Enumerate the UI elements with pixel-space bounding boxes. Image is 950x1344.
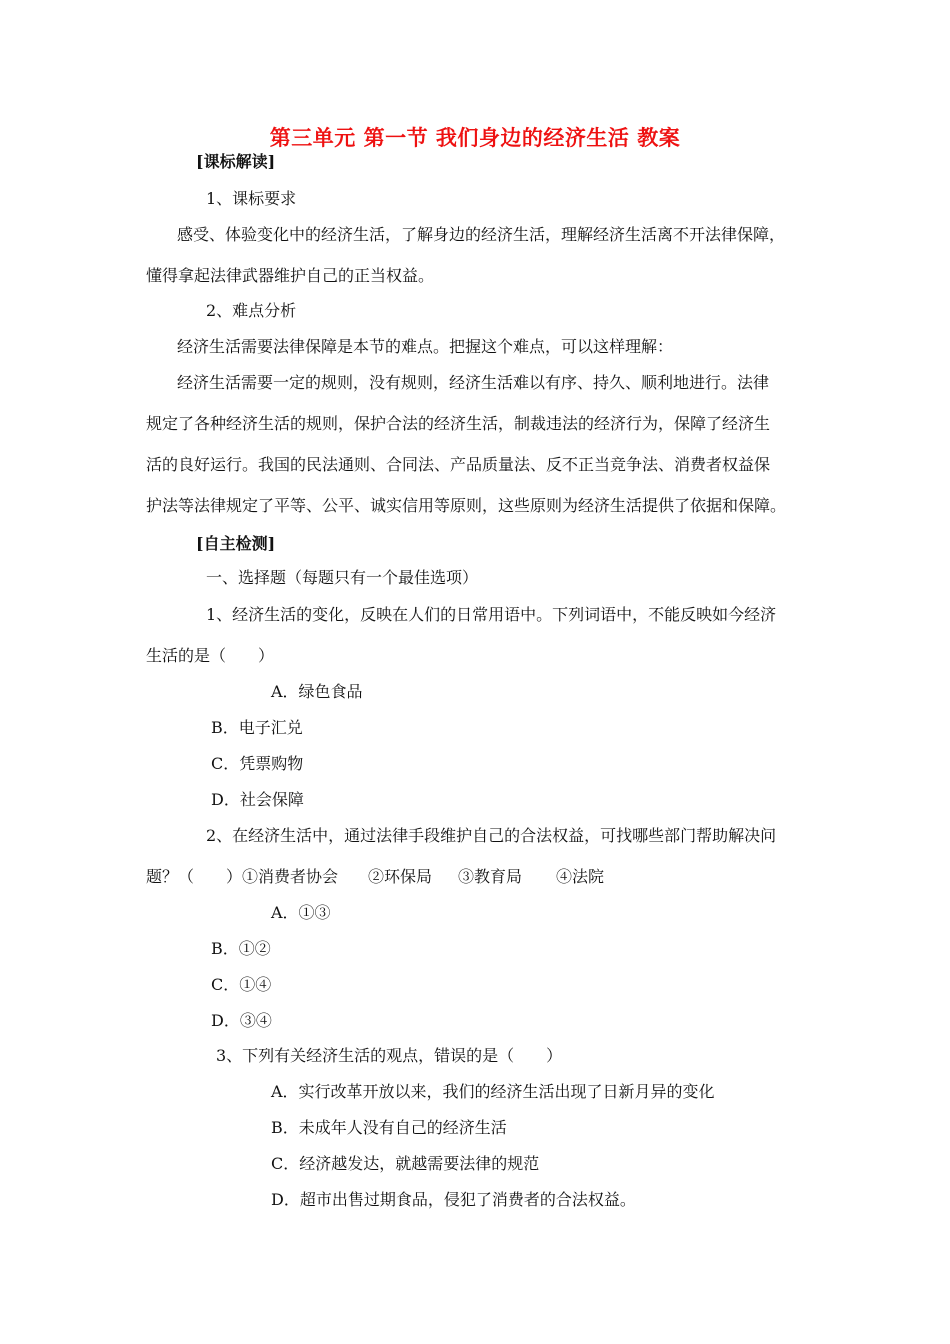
question-2-choice-3: ③教育局 bbox=[458, 867, 523, 886]
question-3-line: 3、下列有关经济生活的观点，错误的是（ ） bbox=[216, 1046, 563, 1065]
question-2-option-a: A．①③ bbox=[271, 903, 331, 922]
question-2-choice-4: ④法院 bbox=[556, 867, 605, 886]
page-title: 第三单元 第一节 我们身边的经济生活 教案 bbox=[269, 125, 681, 150]
question-3-option-c: C．经济越发达，就越需要法律的规范 bbox=[271, 1154, 540, 1173]
subheading-difficulty: 2、难点分析 bbox=[206, 301, 297, 320]
section-heading-self-check: [自主检测] bbox=[196, 534, 276, 553]
question-1-option-c: C．凭票购物 bbox=[211, 754, 304, 773]
question-2-line: 2、在经济生活中，通过法律手段维护自己的合法权益，可找哪些部门帮助解决问 bbox=[206, 826, 777, 845]
question-3-option-a: A．实行改革开放以来，我们的经济生活出现了日新月异的变化 bbox=[271, 1082, 715, 1101]
question-2-option-d: D．③④ bbox=[211, 1011, 272, 1030]
paragraph-line: 懂得拿起法律武器维护自己的正当权益。 bbox=[146, 266, 435, 285]
question-2-prefix: 题？（ ）①消费者协会 bbox=[146, 867, 339, 886]
paragraph-line: 规定了各种经济生活的规则，保护合法的经济生活，制裁违法的经济行为，保障了经济生 bbox=[146, 414, 771, 433]
section-heading-curriculum: [课标解读] bbox=[196, 152, 276, 171]
question-2-option-b: B．①② bbox=[211, 939, 271, 958]
paragraph-line: 经济生活需要一定的规则，没有规则，经济生活难以有序、持久、顺利地进行。法律 bbox=[177, 373, 770, 392]
question-2-option-c: C．①④ bbox=[211, 975, 272, 994]
question-3-option-b: B．未成年人没有自己的经济生活 bbox=[271, 1118, 507, 1137]
paragraph-line: 护法等法律规定了平等、公平、诚实信用等原则，这些原则为经济生活提供了依据和保障。 bbox=[146, 496, 787, 515]
paragraph-line: 感受、体验变化中的经济生活，了解身边的经济生活，理解经济生活离不开法律保障， bbox=[177, 225, 786, 244]
question-3-option-d: D．超市出售过期食品，侵犯了消费者的合法权益。 bbox=[271, 1190, 636, 1209]
paragraph-line: 活的良好运行。我国的民法通则、合同法、产品质量法、反不正当竞争法、消费者权益保 bbox=[146, 455, 771, 474]
question-1-line: 1、经济生活的变化，反映在人们的日常用语中。下列词语中，不能反映如今经济 bbox=[206, 605, 777, 624]
subheading-requirements: 1、课标要求 bbox=[206, 189, 297, 208]
part-heading-choice: 一、选择题（每题只有一个最佳选项） bbox=[206, 568, 479, 587]
question-2-choice-2: ②环保局 bbox=[368, 867, 433, 886]
question-1-option-a: A．绿色食品 bbox=[271, 682, 363, 701]
question-1-option-d: D．社会保障 bbox=[211, 790, 304, 809]
question-1-option-b: B．电子汇兑 bbox=[211, 718, 303, 737]
question-2-line bbox=[146, 867, 604, 887]
question-1-line: 生活的是（ ） bbox=[146, 646, 275, 665]
paragraph-line: 经济生活需要法律保障是本节的难点。把握这个难点，可以这样理解： bbox=[177, 337, 674, 356]
